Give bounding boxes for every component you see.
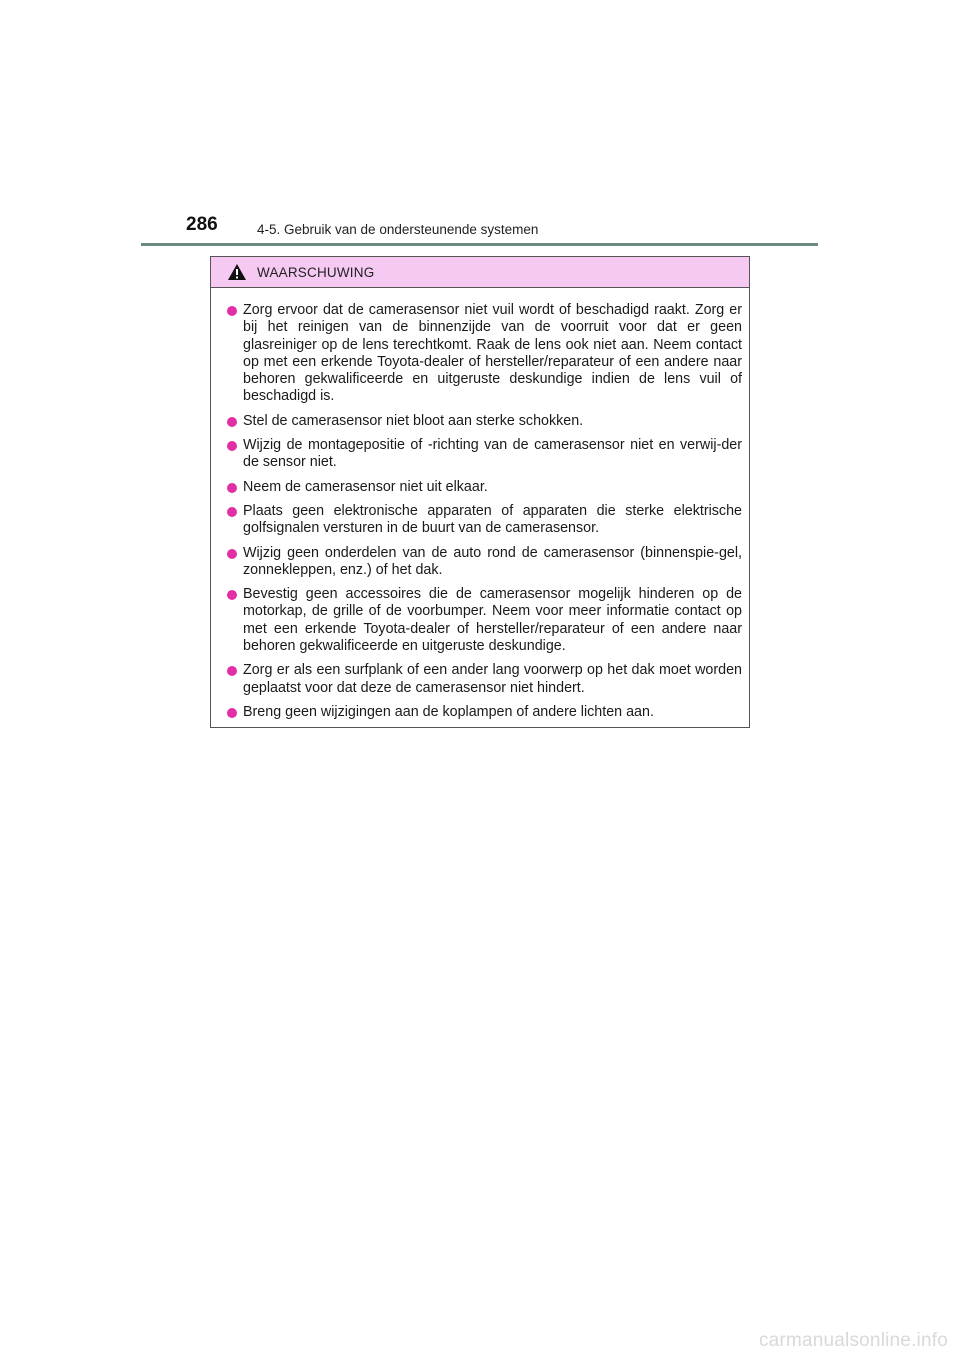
warning-item-text: Zorg ervoor dat de camerasensor niet vuil wordt of beschadigd raakt. Zorg er bij het reinigen van de binnenzijde van de voorruit voor dat er geen glasreiniger op de lens terechtkomt. Raak de lens ook niet aan. Neem contact op met een erkende Toyota-dealer of hersteller/reparateur of een andere naar behoren gekwalificeerde en uitgeruste deskundige indien de lens vuil of beschadigd is. xyxy=(243,302,742,405)
warning-item xyxy=(227,302,742,406)
warning-item xyxy=(227,479,742,496)
warning-item xyxy=(227,413,742,430)
section-title: 4-5. Gebruik van de ondersteunende systemen xyxy=(257,222,539,237)
warning-item-text: Wijzig de montagepositie of -richting van de camerasensor niet en verwij-der de sensor niet. xyxy=(243,437,742,471)
bullet-icon xyxy=(227,507,237,517)
warning-item-text: Bevestig geen accessoires die de camerasensor mogelijk hinderen op de motorkap, de grille of de voorbumper. Neem voor meer informatie contact op met een erkende Toyota-dealer of hersteller/reparateur of een andere naar behoren gekwalificeerde en uitgeruste deskundige. xyxy=(243,586,742,655)
warning-item xyxy=(227,503,742,538)
bullet-icon xyxy=(227,417,237,427)
warning-item-text: Zorg er als een surfplank of een ander lang voorwerp op het dak moet worden geplaatst voor dat deze de camerasensor niet hindert. xyxy=(243,662,742,696)
warning-box xyxy=(210,256,750,728)
warning-item-text: Stel de camerasensor niet bloot aan sterke schokken. xyxy=(243,412,584,429)
warning-title: WAARSCHUWING xyxy=(257,264,375,280)
warning-item xyxy=(227,662,742,697)
warning-item-text: Breng geen wijzigingen aan de koplampen of andere lichten aan. xyxy=(243,703,654,720)
warning-item xyxy=(227,586,742,655)
bullet-icon xyxy=(227,441,237,451)
bullet-icon xyxy=(227,666,237,676)
warning-item xyxy=(227,704,742,721)
warning-item xyxy=(227,437,742,472)
warning-item-text: Wijzig geen onderdelen van de auto rond de camerasensor (binnenspie-gel, zonnekleppen, enz.) of het dak. xyxy=(243,544,742,578)
header-divider xyxy=(141,243,818,246)
warning-item-text: Plaats geen elektronische apparaten of apparaten die sterke elektrische golfsignalen versturen in de buurt van de camerasensor. xyxy=(243,502,742,537)
bullet-icon xyxy=(227,549,237,559)
bullet-icon xyxy=(227,306,237,316)
warning-header xyxy=(211,257,749,288)
watermark: carmanualsonline.info xyxy=(758,1330,948,1351)
warning-list xyxy=(211,288,749,721)
warning-item xyxy=(227,545,742,580)
bullet-icon xyxy=(227,708,237,718)
page-number: 286 xyxy=(186,214,218,235)
bullet-icon xyxy=(227,590,237,600)
warning-item-text: Neem de camerasensor niet uit elkaar. xyxy=(243,478,488,495)
warning-triangle-icon xyxy=(227,263,247,281)
bullet-icon xyxy=(227,483,237,493)
